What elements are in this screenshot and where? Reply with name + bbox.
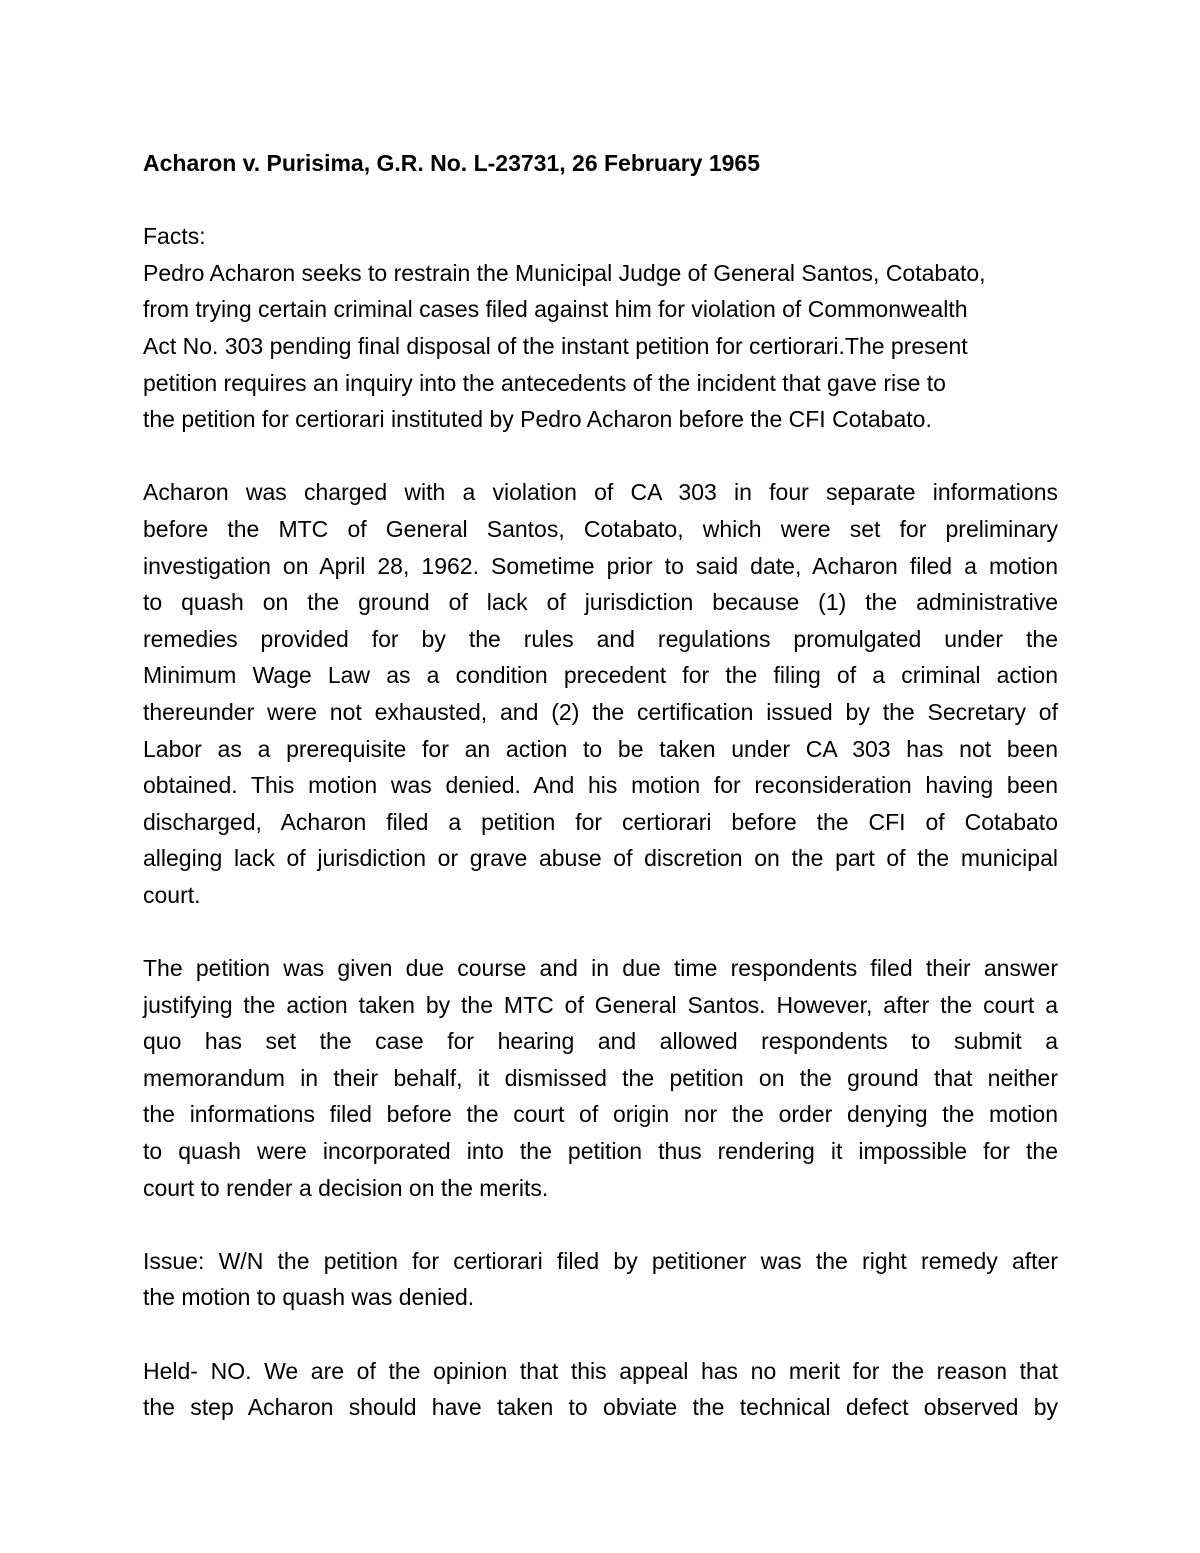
paragraph-line: before the MTC of General Santos, Cotabato, which were set for preliminary bbox=[143, 515, 1058, 542]
issue-paragraph bbox=[143, 1243, 1058, 1316]
paragraph-line: The petition was given due course and in due time respondents filed their answer bbox=[143, 955, 1058, 982]
paragraph-line: the step Acharon should have taken to obviate the technical defect observed by bbox=[143, 1394, 1058, 1421]
paragraph-line: discharged, Acharon filed a petition for certiorari before the CFI of Cotabato bbox=[143, 808, 1058, 835]
paragraph-line: petition requires an inquiry into the antecedents of the incident that gave rise to bbox=[143, 369, 946, 396]
paragraph-line: alleging lack of jurisdiction or grave abuse of discretion on the part of the municipal bbox=[143, 845, 1058, 872]
facts-label: Facts: bbox=[143, 223, 206, 250]
paragraph-line: memorandum in their behalf, it dismissed the petition on the ground that neither bbox=[143, 1064, 1058, 1091]
paragraph-line: Pedro Acharon seeks to restrain the Municipal Judge of General Santos, Cotabato, bbox=[143, 259, 986, 286]
spacer bbox=[143, 182, 1058, 219]
paragraph-line: obtained. This motion was denied. And his motion for reconsideration having been bbox=[143, 772, 1058, 799]
paragraph-line: Minimum Wage Law as a condition precedent for the filing of a criminal action bbox=[143, 662, 1058, 689]
paragraph-line: Held- NO. We are of the opinion that this appeal has no merit for the reason that bbox=[143, 1357, 1058, 1384]
paragraph-line: from trying certain criminal cases filed against him for violation of Commonwealth bbox=[143, 296, 968, 323]
facts-paragraph-2 bbox=[143, 474, 1058, 913]
paragraph-line: the petition for certiorari instituted by Pedro Acharon before the CFI Cotabato. bbox=[143, 406, 932, 433]
case-title: Acharon v. Purisima, G.R. No. L-23731, 26 February 1965 bbox=[143, 150, 760, 176]
paragraph-line: Labor as a prerequisite for an action to be taken under CA 303 has not been bbox=[143, 735, 1058, 762]
paragraph-line: to quash on the ground of lack of jurisdiction because (1) the administrative bbox=[143, 589, 1058, 616]
paragraph-line: the informations filed before the court of origin nor the order denying the motion bbox=[143, 1101, 1058, 1128]
facts-paragraph-1 bbox=[143, 255, 1058, 438]
spacer bbox=[143, 1206, 1058, 1243]
paragraph-line: Act No. 303 pending final disposal of the instant petition for certiorari.The present bbox=[143, 332, 968, 359]
paragraph-line: the motion to quash was denied. bbox=[143, 1284, 475, 1311]
paragraph-line: justifying the action taken by the MTC of General Santos. However, after the court a bbox=[143, 991, 1058, 1018]
paragraph-line: to quash were incorporated into the petition thus rendering it impossible for the bbox=[143, 1138, 1058, 1165]
document-body bbox=[143, 145, 1058, 1426]
held-paragraph bbox=[143, 1353, 1058, 1426]
paragraph-line: remedies provided for by the rules and regulations promulgated under the bbox=[143, 625, 1058, 652]
paragraph-line: court to render a decision on the merits. bbox=[143, 1174, 549, 1201]
paragraph-line: thereunder were not exhausted, and (2) the certification issued by the Secretary of bbox=[143, 698, 1058, 725]
paragraph-line: court. bbox=[143, 881, 201, 908]
paragraph-line: Acharon was charged with a violation of CA 303 in four separate informations bbox=[143, 479, 1058, 506]
paragraph-line: investigation on April 28, 1962. Sometime prior to said date, Acharon filed a motion bbox=[143, 552, 1058, 579]
spacer bbox=[143, 438, 1058, 475]
paragraph-line: Issue: W/N the petition for certiorari filed by petitioner was the right remedy after bbox=[143, 1247, 1058, 1274]
spacer bbox=[143, 1316, 1058, 1353]
facts-paragraph-3 bbox=[143, 950, 1058, 1206]
paragraph-line: quo has set the case for hearing and allowed respondents to submit a bbox=[143, 1028, 1058, 1055]
spacer bbox=[143, 913, 1058, 950]
